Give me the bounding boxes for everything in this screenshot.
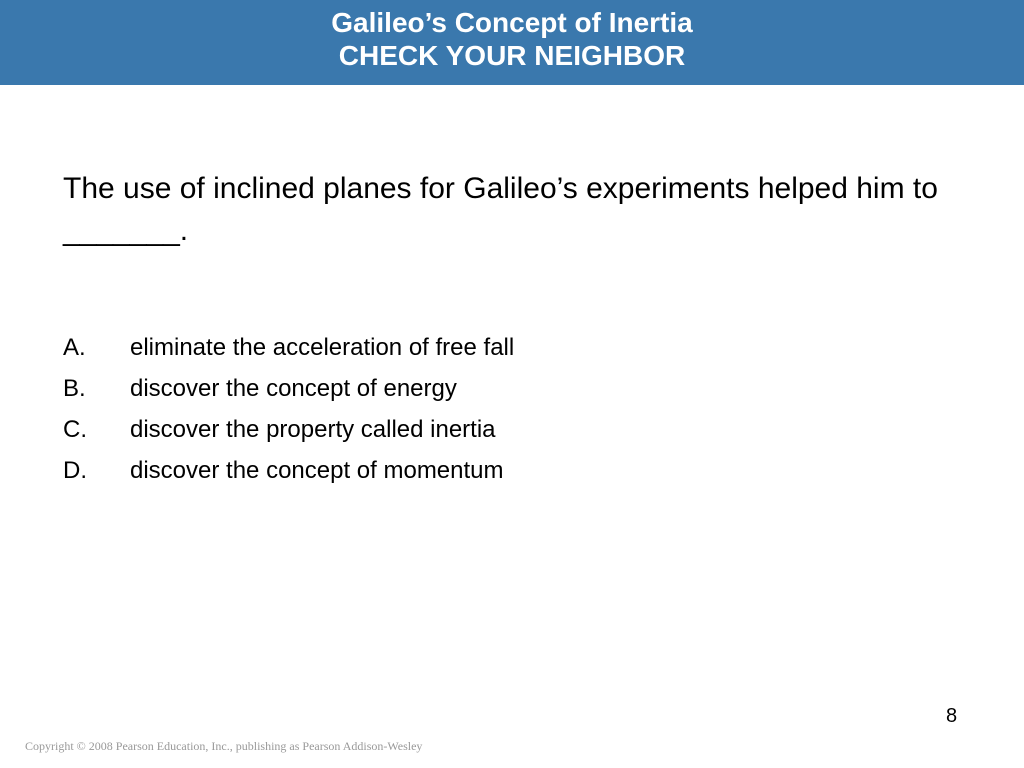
answer-option-a — [63, 331, 963, 372]
option-letter: A. — [63, 334, 86, 361]
slide-subtitle: CHECK YOUR NEIGHBOR — [338, 40, 686, 71]
option-text: eliminate the acceleration of free fall — [130, 334, 515, 361]
answer-option-b — [63, 372, 963, 413]
option-letter: B. — [63, 375, 86, 402]
option-letter: D. — [63, 457, 87, 484]
page-number: 8 — [946, 705, 958, 727]
slide-title: Galileo’s Concept of Inertia — [331, 7, 693, 38]
slide-header — [0, 0, 1024, 85]
option-text: discover the concept of energy — [130, 375, 457, 402]
option-text: discover the property called inertia — [130, 416, 496, 443]
answer-options-list — [63, 331, 963, 495]
copyright-notice: Copyright © 2008 Pearson Education, Inc., publishing as Pearson Addison-Wesley — [25, 739, 423, 753]
option-letter: C. — [63, 416, 87, 443]
question-text: The use of inclined planes for Galileo’s experiments helped him to _______. — [63, 172, 938, 247]
answer-option-c — [63, 413, 963, 454]
answer-option-d — [63, 454, 963, 495]
option-text: discover the concept of momentum — [130, 457, 504, 484]
